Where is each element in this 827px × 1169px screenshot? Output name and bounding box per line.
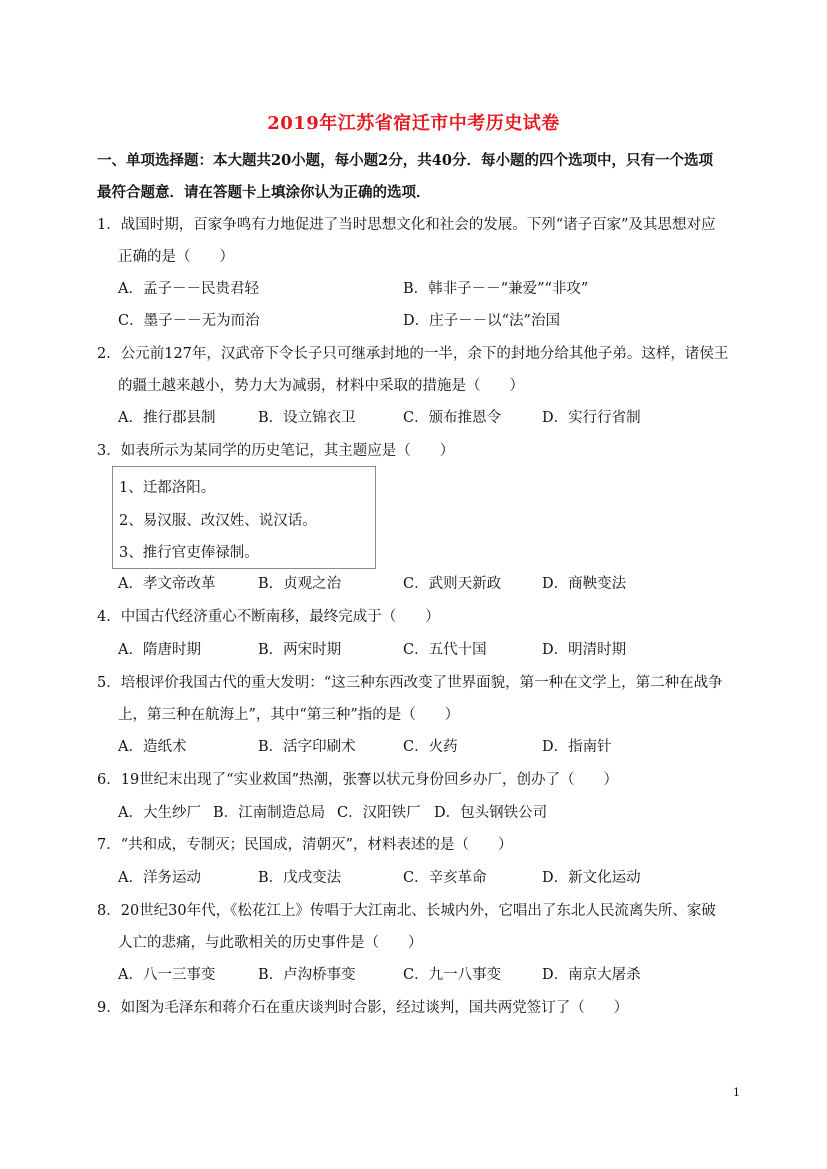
option-d[interactable]: D．实行行省制 bbox=[542, 410, 641, 426]
options-row bbox=[118, 634, 738, 666]
option-a[interactable]: A．大生纱厂 bbox=[118, 805, 201, 821]
option-b[interactable]: B．卢沟桥事变 bbox=[258, 967, 356, 983]
section-instructions-line1: 一、单项选择题：本大题共20小题，每小题2分，共40分．每小题的四个选项中，只有一个选项 bbox=[97, 152, 713, 169]
question-number: 6． bbox=[97, 772, 121, 788]
question-7 bbox=[97, 829, 737, 861]
option-c[interactable]: C．武则天新政 bbox=[403, 576, 502, 592]
note-item: 3、推行官吏俸禄制。 bbox=[119, 545, 259, 561]
question-text-line: 的疆土越来越小，势力大为减弱，材料中采取的措施是（ ） bbox=[118, 378, 524, 394]
option-b[interactable]: B．设立锦衣卫 bbox=[258, 410, 356, 426]
question-text-line: 20世纪30年代，《松花江上》传唱于大江南北、长城内外，它唱出了东北人民流离失所、家破 bbox=[120, 903, 716, 919]
options-row bbox=[118, 797, 738, 829]
options-row bbox=[118, 402, 738, 434]
question-text-line: 中国古代经济重心不断南移，最终完成于（ ） bbox=[120, 609, 440, 625]
option-b[interactable]: B．韩非子－－“兼爱”“非攻” bbox=[403, 281, 589, 297]
option-d[interactable]: D．指南针 bbox=[542, 739, 612, 755]
option-c[interactable]: C．墨子－－无为而治 bbox=[118, 313, 260, 329]
question-9 bbox=[97, 992, 737, 1024]
option-b[interactable]: B．戊戌变法 bbox=[258, 870, 342, 886]
note-item: 2、易汉服、改汉姓、说汉话。 bbox=[119, 513, 317, 529]
question-8 bbox=[97, 895, 737, 927]
option-b[interactable]: B．贞观之治 bbox=[258, 576, 342, 592]
question-number: 2． bbox=[97, 346, 121, 362]
question-text-line: 正确的是（ ） bbox=[118, 249, 234, 265]
option-c[interactable]: C．辛亥革命 bbox=[403, 870, 487, 886]
section-instructions-line2: 最符合题意．请在答题卡上填涂你认为正确的选项． bbox=[97, 184, 431, 201]
question-number: 5． bbox=[97, 675, 121, 691]
question-number: 9． bbox=[97, 1000, 121, 1016]
option-c[interactable]: C．九一八事变 bbox=[403, 967, 502, 983]
option-a[interactable]: A．孟子－－民贵君轻 bbox=[118, 281, 259, 297]
question-number: 3． bbox=[97, 443, 121, 459]
question-number: 8． bbox=[97, 903, 121, 919]
options-row bbox=[118, 305, 738, 337]
question-number: 7． bbox=[97, 837, 121, 853]
question-text-line: 培根评价我国古代的重大发明：“这三种东西改变了世界面貌，第一种在文学上，第二种在战争 bbox=[120, 675, 723, 691]
option-c[interactable]: C．颁布推恩令 bbox=[403, 410, 502, 426]
option-a[interactable]: A．洋务运动 bbox=[118, 870, 201, 886]
note-item: 1、迁都洛阳。 bbox=[119, 480, 216, 496]
question-text-line: 如表所示为某同学的历史笔记，其主题应是（ ） bbox=[120, 443, 455, 459]
option-c[interactable]: C．汉阳铁厂 bbox=[337, 805, 421, 821]
option-b[interactable]: B．江南制造总局 bbox=[213, 805, 326, 821]
option-a[interactable]: A．造纸术 bbox=[118, 739, 187, 755]
question-text-line: 战国时期，百家争鸣有力地促进了当时思想文化和社会的发展。下列“诸子百家”及其思想对应 bbox=[120, 217, 716, 233]
question-2 bbox=[97, 338, 737, 370]
option-d[interactable]: D．包头钢铁公司 bbox=[434, 805, 548, 821]
question-1 bbox=[97, 209, 737, 241]
question-6 bbox=[97, 764, 737, 796]
options-row bbox=[118, 862, 738, 894]
option-d[interactable]: D．明清时期 bbox=[542, 642, 627, 658]
question-text-line: “共和成，专制灭；民国成，清朝灭”，材料表述的是（ ） bbox=[120, 837, 513, 853]
history-note-box bbox=[112, 466, 376, 569]
question-text-line: 人亡的悲痛，与此歌相关的历史事件是（ ） bbox=[118, 935, 423, 951]
options-row bbox=[118, 731, 738, 763]
question-text-line: 公元前127年，汉武帝下令长子只可继承封地的一半，余下的封地分给其他子弟。这样，诸侯王 bbox=[120, 346, 729, 362]
options-row bbox=[118, 273, 738, 305]
option-a[interactable]: A．推行郡县制 bbox=[118, 410, 216, 426]
question-4 bbox=[97, 601, 737, 633]
question-text-line: 上，第三种在航海上”，其中“第三种”指的是（ ） bbox=[118, 707, 460, 723]
page-number: 1 bbox=[733, 1086, 740, 1099]
option-d[interactable]: D．商鞅变法 bbox=[542, 576, 627, 592]
question-number: 1． bbox=[97, 217, 121, 233]
option-c[interactable]: C．五代十国 bbox=[403, 642, 487, 658]
question-5 bbox=[97, 667, 737, 699]
option-d[interactable]: D．南京大屠杀 bbox=[542, 967, 641, 983]
options-row bbox=[118, 959, 738, 991]
options-row bbox=[118, 568, 738, 600]
option-d[interactable]: D．庄子－－以“法”治国 bbox=[403, 313, 560, 329]
option-a[interactable]: A．隋唐时期 bbox=[118, 642, 201, 658]
question-3 bbox=[97, 435, 737, 467]
option-b[interactable]: B．两宋时期 bbox=[258, 642, 342, 658]
option-a[interactable]: A．八一三事变 bbox=[118, 967, 216, 983]
question-number: 4． bbox=[97, 609, 121, 625]
option-a[interactable]: A．孝文帝改革 bbox=[118, 576, 216, 592]
question-text-line: 如图为毛泽东和蒋介石在重庆谈判时合影，经过谈判，国共两党签订了（ ） bbox=[120, 1000, 629, 1016]
exam-title: 2019年江苏省宿迁市中考历史试卷 bbox=[267, 113, 560, 134]
option-b[interactable]: B．活字印刷术 bbox=[258, 739, 356, 755]
option-c[interactable]: C．火药 bbox=[403, 739, 458, 755]
question-text-line: 19世纪末出现了“实业救国”热潮，张謇以状元身份回乡办厂，创办了（ ） bbox=[120, 772, 619, 788]
option-d[interactable]: D．新文化运动 bbox=[542, 870, 641, 886]
